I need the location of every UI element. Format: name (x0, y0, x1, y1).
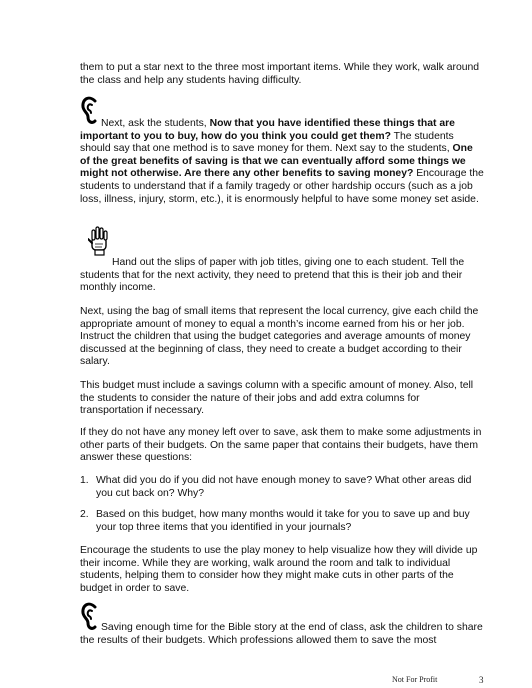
list-item-number: 1. (80, 475, 89, 486)
paragraph-star-items: them to put a star next to the three most important items. While they work, walk around the class and help any students having difficulty. (80, 62, 480, 86)
paragraph-bible-story: Saving enough time for the Bible story at the end of class, ask the children to share the results of their budgets. Which professions allowed them to save the most (80, 622, 483, 646)
paragraph-saving-benefits: Next, ask the students, Now that you have identified these things that are important to you to buy, how do you think you could get them? The students should say that one method is to save money for them. Next say to the students, One of the great benefits of saving is that we can eventually afford some things we might not otherwise. Are there any other benefits to saving money? Encourage the students to understand that if a family tragedy or other hardship occurs (such as a job loss, illness, injury, storm, etc.), it is enormously helpful to have some money set aside. (80, 118, 484, 205)
list-item-text: What did you do if you did not have enough money to save? What other areas did you cut back on? Why? (96, 475, 472, 499)
paragraph-savings-column: This budget must include a savings column with a specific amount of money. Also, tell the students to consider the nature of their jobs and add extra columns for transportation if necessary. (80, 380, 474, 417)
paragraph-local-currency: Next, using the bag of small items that represent the local currency, give each child the appropriate amount of money to equal a month’s income earned from his or her job. Instruct the children that using the budget categories and average amounts of money discussed at the beginning of class, they need to create a budget according to their salary. (80, 306, 479, 368)
paragraph-adjustments: If they do not have any money left over to save, ask them to make some adjustments in other parts of their budgets. On the same paper that contains their budgets, have them answer these questions: (80, 427, 482, 464)
question-get-them: Now that you have identified these things that are important to you to buy, how do you think you could get them? (80, 118, 455, 142)
page-number: 3 (479, 675, 484, 685)
footer-label: Not For Profit (392, 675, 438, 684)
list-item-text: Based on this budget, how many months would it take for you to save up and buy your top three items that you identified in your journals? (96, 509, 470, 533)
paragraph-play-money: Encourage the students to use the play money to help visualize how they will divide up their income. While they are working, walk around the room and talk to individual students, helping them to consider how they might make cuts in other parts of the budget in order to save. (80, 545, 478, 594)
list-item-number: 2. (80, 509, 89, 520)
paragraph-job-titles: Hand out the slips of paper with job titles, giving one to each student. Tell the students that for the next activity, they need to pretend that this is their job and their monthly income. (80, 257, 465, 294)
hand-icon (88, 226, 110, 261)
page-footer (392, 674, 492, 686)
question-other-benefits: One of the great benefits of saving is that we can eventually afford some things we might not otherwise. Are there any other benefits to saving money? (80, 143, 473, 180)
